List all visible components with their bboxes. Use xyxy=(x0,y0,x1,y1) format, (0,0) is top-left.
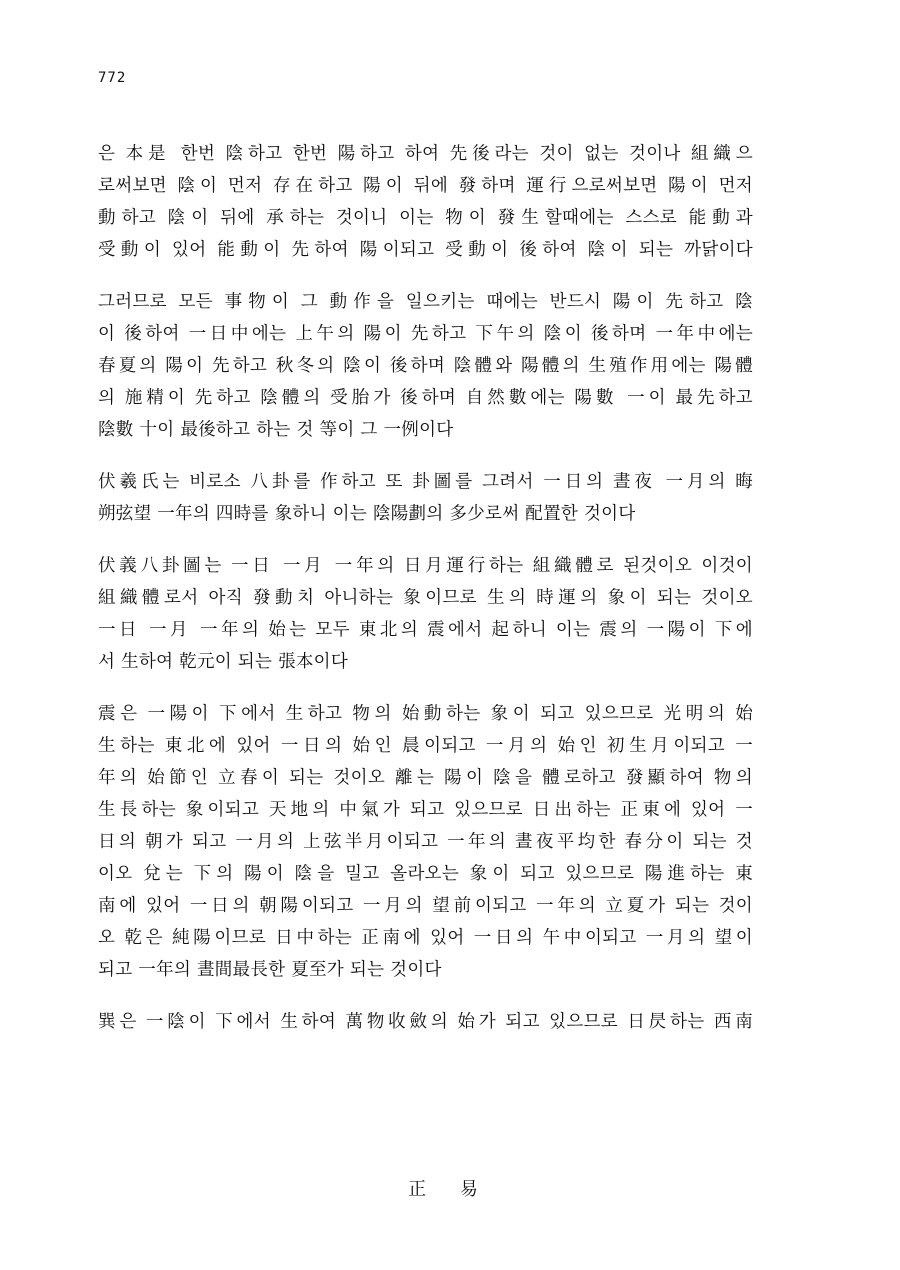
paragraph xyxy=(98,138,753,266)
text-line: 南에 있어 一日의 朝陽이되고 一月의 望前이되고 一年의 立夏가 되는 것이 xyxy=(98,896,753,916)
text-line: 巽은 一陰이 下에서 生하여 萬物收斂의 始가 되고 있으므로 日昃하는 西南 xyxy=(98,1012,753,1032)
text-line: 組織體로서 아직 發動치 아니하는 象이므로 生의 時運의 象이 되는 것이오 xyxy=(98,588,753,608)
text-line: 日의 朝가 되고 一月의 上弦半月이되고 一年의 晝夜平均한 春分이 되는 것 xyxy=(98,832,753,852)
text-line: 그러므로 모든 事物이 그 動作을 일으키는 때에는 반드시 陽이 先하고 陰 xyxy=(98,292,753,312)
paragraph xyxy=(98,286,753,446)
text-line: 오 乾은 純陽이므로 日中하는 正南에 있어 一日의 午中이되고 一月의 望이 xyxy=(98,928,753,948)
text-line: 春夏의 陽이 先하고 秋冬의 陰이 後하며 陰體와 陽體의 生殖作用에는 陽體 xyxy=(98,356,753,376)
text-line: 陰數 十이 最後하고 하는 것 等이 그 一例이다 xyxy=(98,420,454,440)
text-line: 生長하는 象이되고 天地의 中氣가 되고 있으므로 日出하는 正東에 있어 一 xyxy=(98,800,753,820)
running-footer: 正 易 xyxy=(408,1179,492,1200)
text-line: 로써보면 陰이 먼저 存在하고 陽이 뒤에 發하며 運行으로써보면 陽이 먼저 xyxy=(98,176,753,196)
text-line: 伏義八卦圖는 一日 一月 一年의 日月運行하는 組織體로 된것이오 이것이 xyxy=(98,556,753,576)
text-line: 서 生하여 乾元이 되는 張本이다 xyxy=(98,652,349,672)
text-line: 朔弦望 一年의 四時를 象하니 이는 陰陽劃의 多少로써 配置한 것이다 xyxy=(98,504,636,524)
text-line: 震은 一陽이 下에서 生하고 物의 始動하는 象이 되고 있으므로 光明의 始 xyxy=(98,704,753,724)
paragraph xyxy=(98,466,753,530)
paragraph xyxy=(98,698,753,986)
text-line: 受動이 있어 能動이 先하여 陽이되고 受動이 後하여 陰이 되는 까닭이다 xyxy=(98,240,753,260)
text-line: 되고 一年의 晝間最長한 夏至가 되는 것이다 xyxy=(98,960,442,980)
paragraph xyxy=(98,1006,753,1038)
text-line: 一日 一月 一年의 始는 모두 東北의 震에서 起하니 이는 震의 一陽이 下에 xyxy=(98,620,753,640)
body-text xyxy=(98,138,753,1058)
paragraph xyxy=(98,550,753,678)
text-line: 伏羲氏는 비로소 八卦를 作하고 또 卦圖를 그려서 一日의 晝夜 一月의 晦 xyxy=(98,472,753,492)
text-line: 은 本是 한번 陰하고 한번 陽하고 하여 先後라는 것이 없는 것이나 組織으 xyxy=(98,144,753,164)
text-line: 動하고 陰이 뒤에 承하는 것이니 이는 物이 發生할때에는 스스로 能動과 xyxy=(98,208,753,228)
text-line: 生하는 東北에 있어 一日의 始인 晨이되고 一月의 始인 初生月이되고 一 xyxy=(98,736,753,756)
text-line: 이오 兌는 下의 陽이 陰을 밀고 올라오는 象이 되고 있으므로 陽進하는 東 xyxy=(98,864,753,884)
page-number: 772 xyxy=(98,70,127,86)
text-line: 이 後하여 一日中에는 上午의 陽이 先하고 下午의 陰이 後하며 一年中에는 xyxy=(98,324,753,344)
text-line: 年의 始節인 立春이 되는 것이오 離는 陽이 陰을 體로하고 發顯하여 物의 xyxy=(98,768,753,788)
text-line: 의 施精이 先하고 陰體의 受胎가 後하며 自然數에는 陽數 一이 最先하고 xyxy=(98,388,753,408)
